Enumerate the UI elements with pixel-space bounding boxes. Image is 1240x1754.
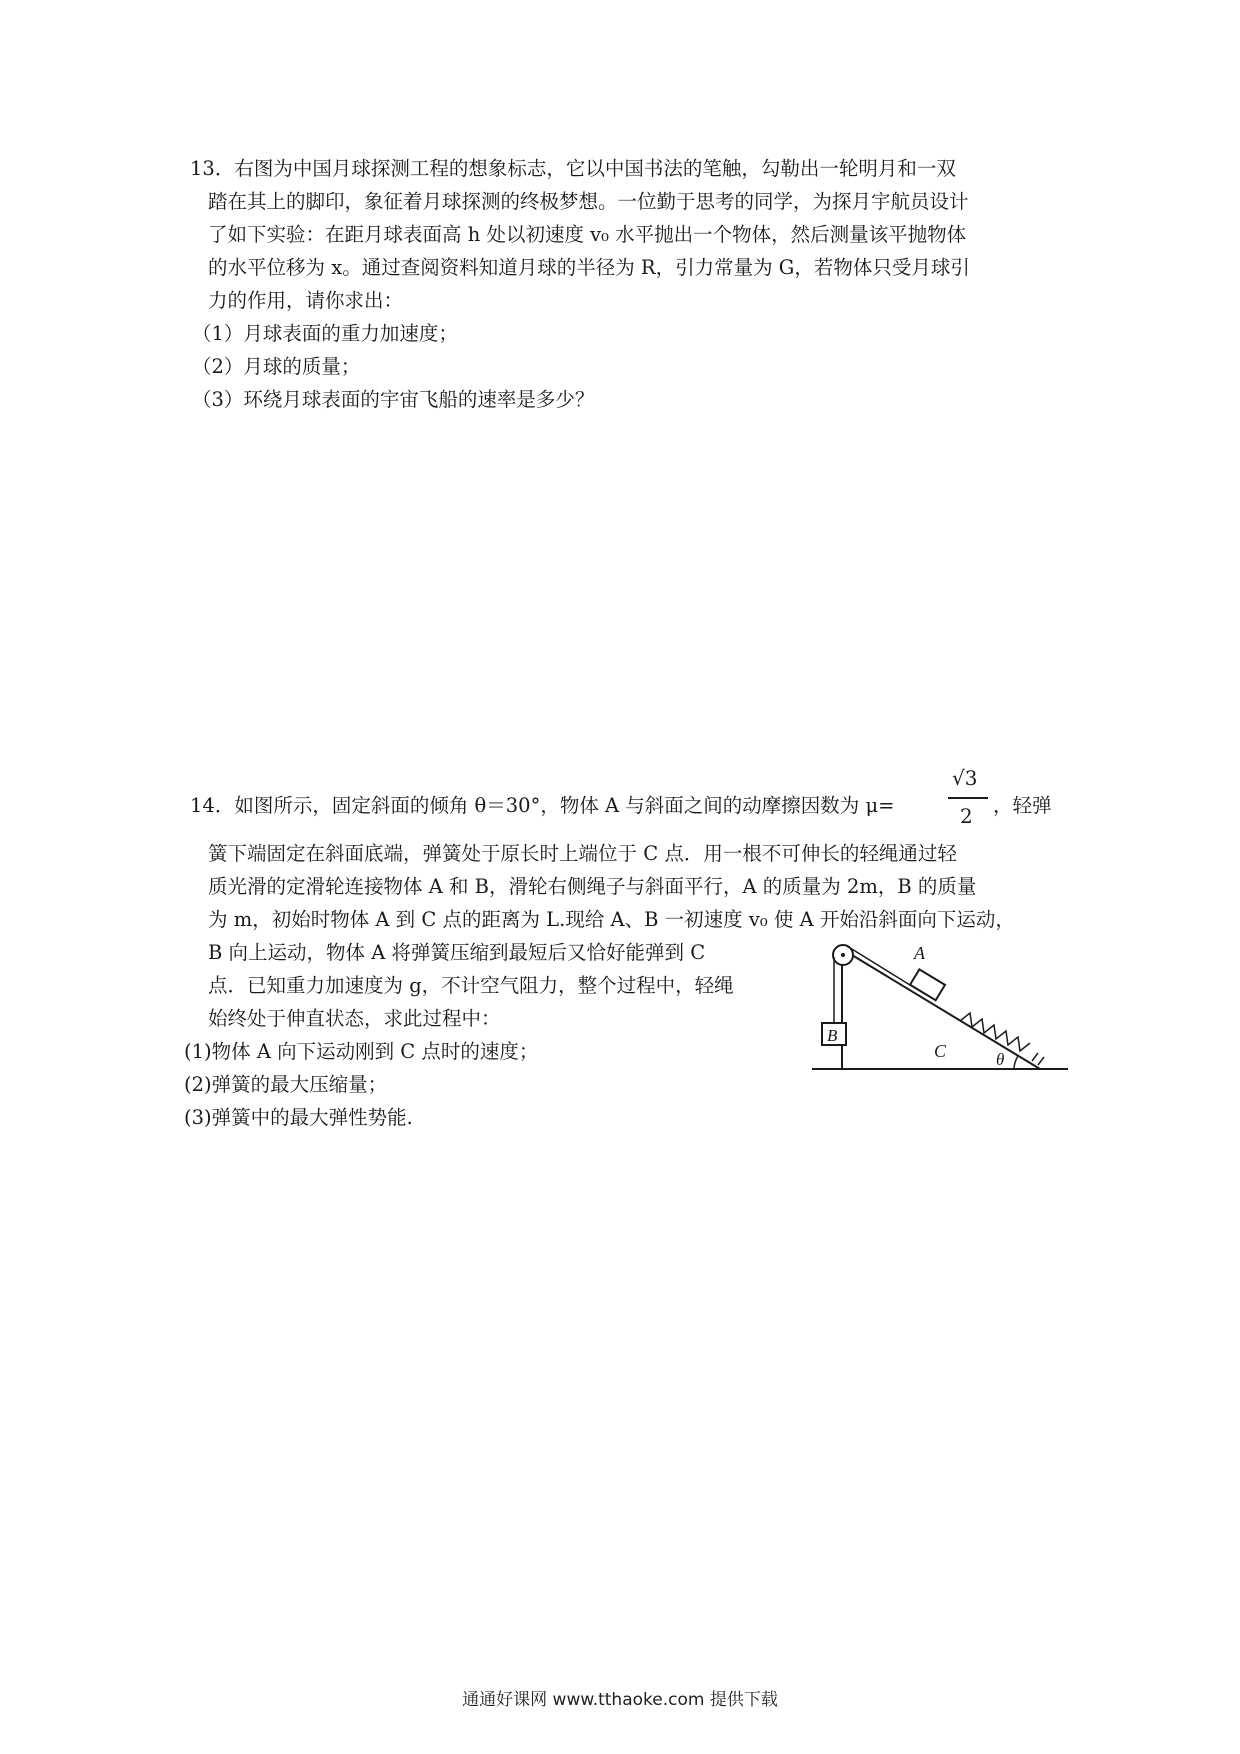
q14-item-3: (3)弹簧中的最大弹性势能. (184, 1106, 413, 1129)
q14-line-6: 点．已知重力加速度为 g，不计空气阻力，整个过程中，轻绳 (208, 974, 734, 997)
q13-line-1: 13．右图为中国月球探测工程的想象标志，它以中国书法的笔触，勾勒出一轮明月和一双 (190, 157, 956, 180)
q14-line-5: B 向上运动，物体 A 将弹簧压缩到最短后又恰好能弹到 C (208, 941, 706, 964)
hatch-1 (1032, 1053, 1038, 1061)
q14-line-2: 簧下端固定在斜面底端，弹簧处于原长时上端位于 C 点．用一根不可伸长的轻绳通过轻 (208, 842, 957, 865)
block-a-group (910, 969, 945, 1000)
q13-line-2: 踏在其上的脚印，象征着月球探测的终极梦想。一位勤于思考的同学，为探月宇航员设计 (208, 190, 969, 213)
q14-line-4: 为 m，初始时物体 A 到 C 点的距离为 L.现给 A、B 一初速度 v₀ 使 A 开始沿斜面向下运动， (208, 908, 1015, 931)
incline-pulley-figure (810, 935, 1070, 1075)
q13-item-1: （1）月球表面的重力加速度； (192, 322, 458, 345)
q14-line-7: 始终处于伸直状态，求此过程中： (208, 1007, 501, 1030)
fraction-numerator: √3 (952, 766, 978, 790)
pulley-axle (841, 953, 845, 957)
label-theta: θ (996, 1050, 1005, 1069)
q14-item-2: (2)弹簧的最大压缩量； (184, 1073, 388, 1096)
q13-line-5: 力的作用，请你求出： (208, 289, 404, 312)
label-a: A (914, 943, 925, 963)
hatch-2 (1038, 1057, 1044, 1065)
q13-line-4: 的水平位移为 x。通过查阅资料知道月球的半径为 R，引力常量为 G，若物体只受月球引 (208, 256, 970, 279)
fraction-bar (948, 797, 988, 799)
q14-line-1-post: ，轻弹 (993, 794, 1052, 817)
q13-line-3: 了如下实验：在距月球表面高 h 处以初速度 v₀ 水平抛出一个物体，然后测量该平抛物体 (208, 223, 967, 246)
q14-line-3: 质光滑的定滑轮连接物体 A 和 B，滑轮右侧绳子与斜面平行，A 的质量为 2m，B 的质量 (208, 875, 977, 898)
spring-icon (960, 1013, 1030, 1051)
rope-right (847, 946, 910, 985)
fraction-denominator: 2 (960, 804, 973, 828)
q13-item-3: （3）环绕月球表面的宇宙飞船的速率是多少？ (192, 388, 595, 411)
block-a (910, 969, 945, 1000)
q14-item-1: (1)物体 A 向下运动刚到 C 点时的速度； (184, 1040, 539, 1063)
label-c: C (934, 1041, 947, 1061)
q13-item-2: （2）月球的质量； (192, 355, 361, 378)
page-footer: 通通好课网 www.tthaoke.com 提供下载 (462, 1690, 778, 1710)
angle-arc (1014, 1056, 1018, 1069)
label-b: B (827, 1026, 838, 1045)
q14-line-1-pre: 14．如图所示，固定斜面的倾角 θ＝30°，物体 A 与斜面之间的动摩擦因数为 μ= (190, 794, 895, 817)
